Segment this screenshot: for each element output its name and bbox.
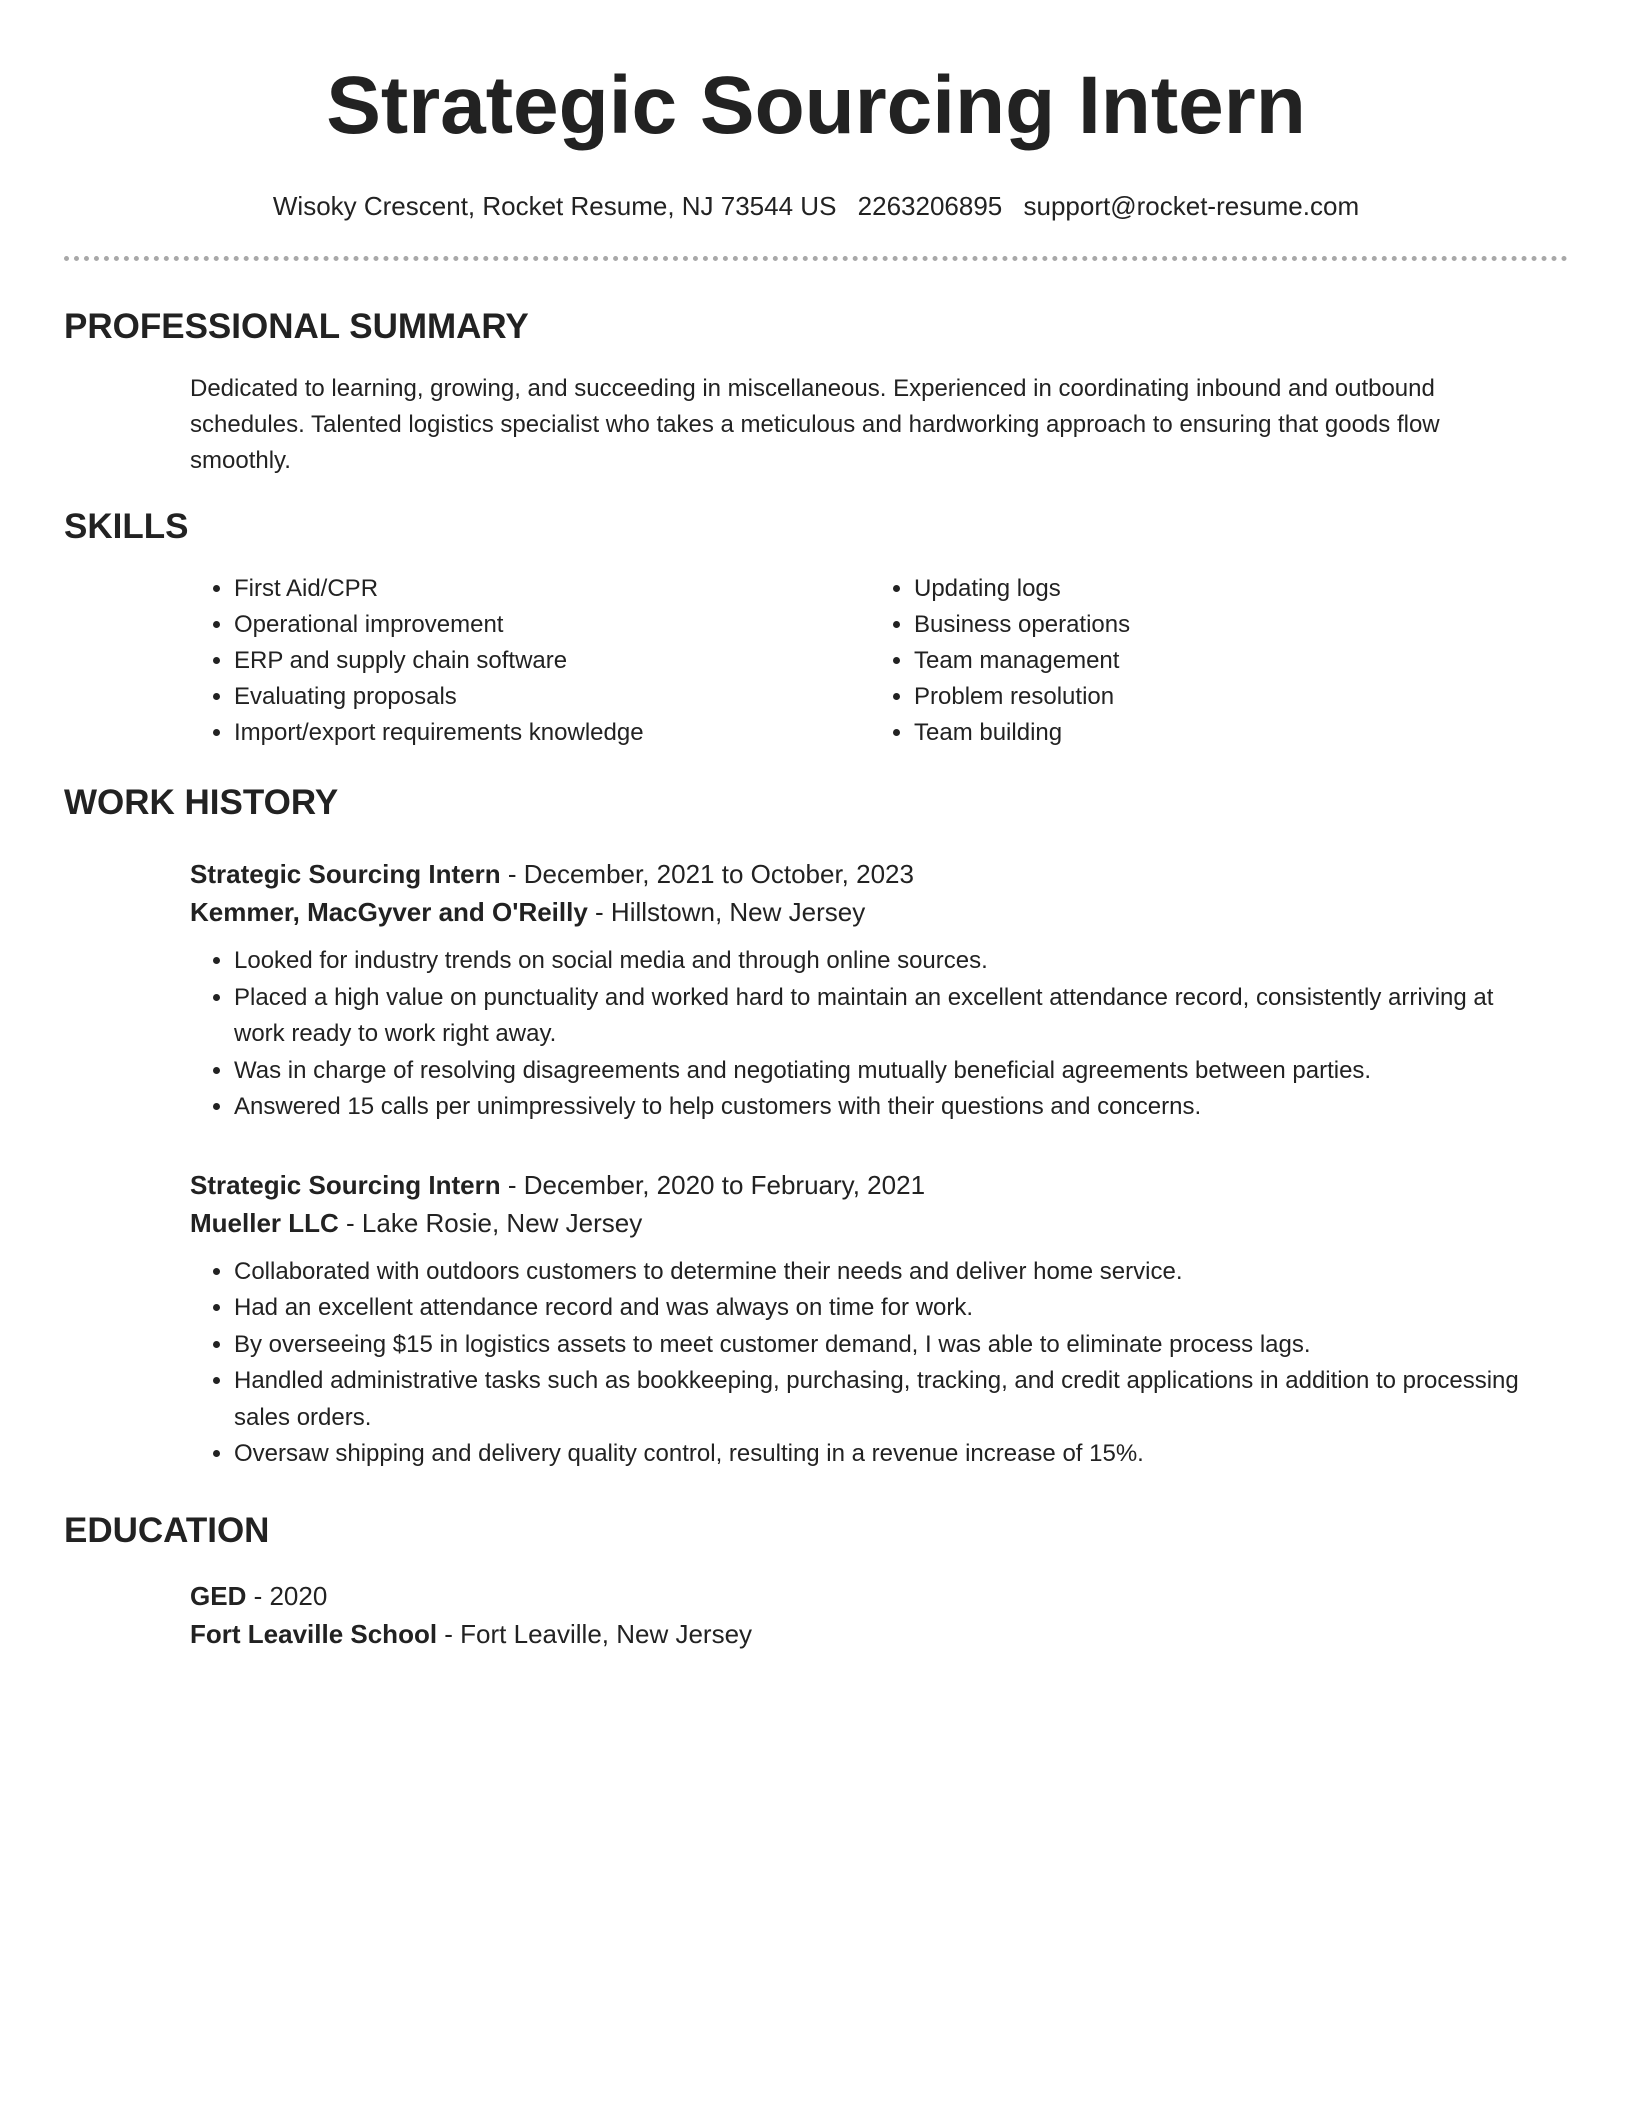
header-divider <box>64 256 1568 261</box>
skill-item: • Problem resolution <box>914 679 1414 715</box>
summary-title: PROFESSIONAL SUMMARY <box>64 307 529 346</box>
job-role: Strategic Sourcing Intern <box>190 1169 501 1200</box>
degree-line <box>190 1577 1528 1615</box>
job-duty: • Handled administrative tasks such as bookkeeping, purchasing, tracking, and credit applications in addition to processing sales orders. <box>234 1363 1528 1436</box>
work-history-section <box>64 781 1568 1473</box>
contact-email: support@rocket-resume.com <box>1023 191 1360 221</box>
summary-text: Dedicated to learning, growing, and succeeding in miscellaneous. Experienced in coordinating inbound and outbound schedules. Talented logistics specialist who takes a meticulous and hardworking approach to ensuring that goods flow smoothly. <box>190 375 1440 474</box>
skill-item: • Team building <box>914 715 1414 751</box>
education-title: EDUCATION <box>64 1510 270 1550</box>
skill-item: • Updating logs <box>914 571 1414 607</box>
job-duty: • Placed a high value on punctuality and worked hard to maintain an excellent attendance record, consistently arriving at work ready to work right away. <box>234 980 1528 1053</box>
job-entry <box>190 1166 1528 1473</box>
skills-section <box>64 505 1568 751</box>
job-title-line <box>190 1166 1528 1204</box>
job-duty: • Oversaw shipping and delivery quality control, resulting in a revenue increase of 15%. <box>234 1436 1528 1473</box>
skill-item: • Team management <box>914 643 1414 679</box>
school-location: - Fort Leaville, New Jersey <box>437 1618 753 1649</box>
contact-address: Wisoky Crescent, Rocket Resume, NJ 73544 US <box>272 191 837 221</box>
degree-year: - 2020 <box>246 1580 328 1611</box>
education-entry <box>190 1577 1528 1653</box>
skills-title: SKILLS <box>64 507 189 546</box>
job-entry <box>190 855 1528 1126</box>
summary-section <box>64 305 1568 479</box>
job-duty: • Answered 15 calls per unimpressively to help customers with their questions and concerns. <box>234 1089 1528 1126</box>
skills-column-left <box>190 571 870 751</box>
job-duty: • Looked for industry trends on social media and through online sources. <box>234 943 1528 980</box>
degree: GED <box>190 1580 247 1611</box>
job-location: - Hillstown, New Jersey <box>587 897 866 927</box>
resume-header <box>64 0 1568 222</box>
school-name: Fort Leaville School <box>190 1618 438 1649</box>
job-dates: - December, 2020 to February, 2021 <box>500 1169 926 1200</box>
job-company-line <box>190 893 1528 931</box>
job-duties <box>190 943 1528 1126</box>
job-company: Mueller LLC <box>190 1207 339 1238</box>
school-line <box>190 1615 1528 1653</box>
skill-item: • First Aid/CPR <box>234 571 870 607</box>
job-company: Kemmer, MacGyver and O'Reilly <box>190 897 588 927</box>
job-title-line <box>190 855 1528 893</box>
contact-line <box>64 190 1568 222</box>
work-history-title: WORK HISTORY <box>64 783 339 822</box>
job-duty: • By overseeing $15 in logistics assets to meet customer demand, I was able to eliminate process lags. <box>234 1327 1528 1364</box>
candidate-name: Strategic Sourcing Intern <box>326 60 1306 151</box>
job-dates: - December, 2021 to October, 2023 <box>500 859 914 889</box>
job-location: - Lake Rosie, New Jersey <box>338 1207 643 1238</box>
contact-phone: 2263206895 <box>857 191 1003 221</box>
job-company-line <box>190 1204 1528 1242</box>
skill-item: • Evaluating proposals <box>234 679 870 715</box>
skill-item: • Import/export requirements knowledge <box>234 715 870 751</box>
skill-item: • ERP and supply chain software <box>234 643 870 679</box>
skill-item: • Operational improvement <box>234 607 870 643</box>
job-duty: • Collaborated with outdoors customers to determine their needs and deliver home service. <box>234 1254 1528 1291</box>
job-role: Strategic Sourcing Intern <box>190 859 501 889</box>
education-section <box>64 1509 1568 1653</box>
skills-column-right <box>870 571 1414 751</box>
job-duty: • Was in charge of resolving disagreements and negotiating mutually beneficial agreements between parties. <box>234 1053 1528 1090</box>
skills-grid <box>190 571 1528 751</box>
job-duty: • Had an excellent attendance record and was always on time for work. <box>234 1290 1528 1327</box>
job-duties <box>190 1254 1528 1473</box>
skill-item: • Business operations <box>914 607 1414 643</box>
